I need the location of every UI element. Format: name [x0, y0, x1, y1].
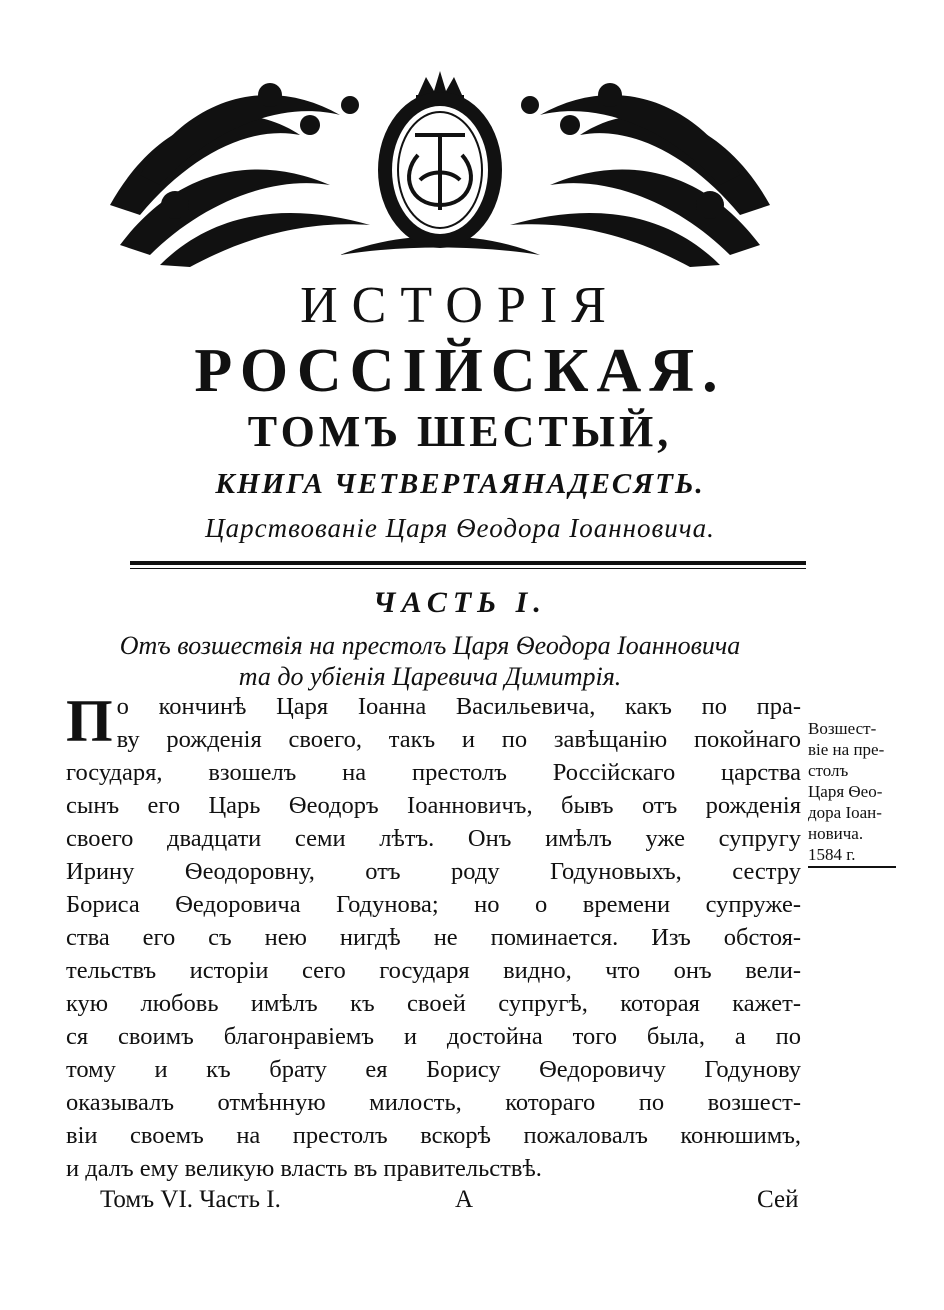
book-title: КНИГА ЧЕТВЕРТАЯНАДЕСЯТЬ.: [215, 468, 705, 500]
text-line: віи своемъ на престолъ вскорѣ пожаловалъ конюшимъ,: [66, 1122, 801, 1149]
text-line: государя, взошелъ на престолъ Россійскаго царства: [66, 759, 801, 786]
body-text: [66, 690, 801, 1185]
divider-thick: [130, 561, 806, 565]
text-line: своего двадцати семи лѣтъ. Онъ имѣлъ уже супругу: [66, 825, 801, 852]
footer-signature: А: [455, 1186, 474, 1213]
divider-thin: [130, 568, 806, 569]
text-line: ся своимъ благонравіемъ и достойна того была, а по: [66, 1023, 801, 1050]
part-heading: ЧАСТЬ I.: [373, 586, 547, 619]
margin-note-line: Царя Ѳео-: [808, 782, 883, 801]
margin-note-line: столъ: [808, 761, 849, 780]
footer-catchword: Сей: [757, 1186, 799, 1213]
text-line: сынъ его Царь Ѳеодоръ Іоанновичъ, бывъ отъ рожденія: [66, 792, 801, 819]
text-line: оказывалъ отмѣнную милость, котораго по возшест-: [66, 1089, 801, 1116]
text-line: тому и къ брату ея Борису Ѳедоровичу Годунову: [66, 1056, 801, 1083]
royal-monogram-cartouche-icon: [100, 55, 780, 270]
text-line: ства его съ нею нигдѣ не поминается. Изъ обстоя-: [66, 924, 801, 951]
title-line-2: РОССІЙСКАЯ.: [194, 337, 726, 405]
subtitle-line: Отъ возшествія на престолъ Царя Ѳеодора Іоанновича: [119, 631, 741, 660]
margin-note-line: Возшест-: [808, 719, 877, 738]
text-line: о кончинѣ Царя Іоанна Васильевича, какъ по пра-: [116, 693, 801, 720]
text-line: ву рожденія своего, такъ и по завѣщанію покойнаго: [116, 726, 801, 753]
part-subtitle: [60, 630, 800, 692]
text-line: Ирину Ѳеодоровну, отъ роду Годуновыхъ, сестру: [66, 858, 801, 885]
text-line: и далъ ему великую власть въ правительствѣ.: [66, 1155, 542, 1182]
text-line: тельствъ исторіи сего государя видно, что онъ вели-: [66, 957, 801, 984]
margin-note-year: 1584 г.: [808, 844, 896, 868]
title-line-1: ИСТОРІЯ: [300, 277, 620, 334]
drop-cap: П: [66, 688, 113, 754]
text-line: Бориса Ѳедоровича Годунова; но о времени супруже-: [66, 891, 801, 918]
reign-title: Царствованіе Царя Ѳеодора Іоанновича.: [205, 513, 715, 543]
margin-note-line: віе на пре-: [808, 740, 885, 759]
footer-volume-part: Томъ VI. Часть I.: [100, 1186, 281, 1213]
volume-title: ТОМЪ ШЕСТЫЙ,: [247, 407, 673, 456]
subtitle-line: та до убіенія Царевича Димитрія.: [238, 662, 622, 691]
margin-note: [808, 718, 904, 868]
text-line: кую любовь имѣлъ къ своей супругѣ, которая кажет-: [66, 990, 801, 1017]
margin-note-line: новича.: [808, 824, 864, 843]
margin-note-line: дора Іоан-: [808, 803, 882, 822]
